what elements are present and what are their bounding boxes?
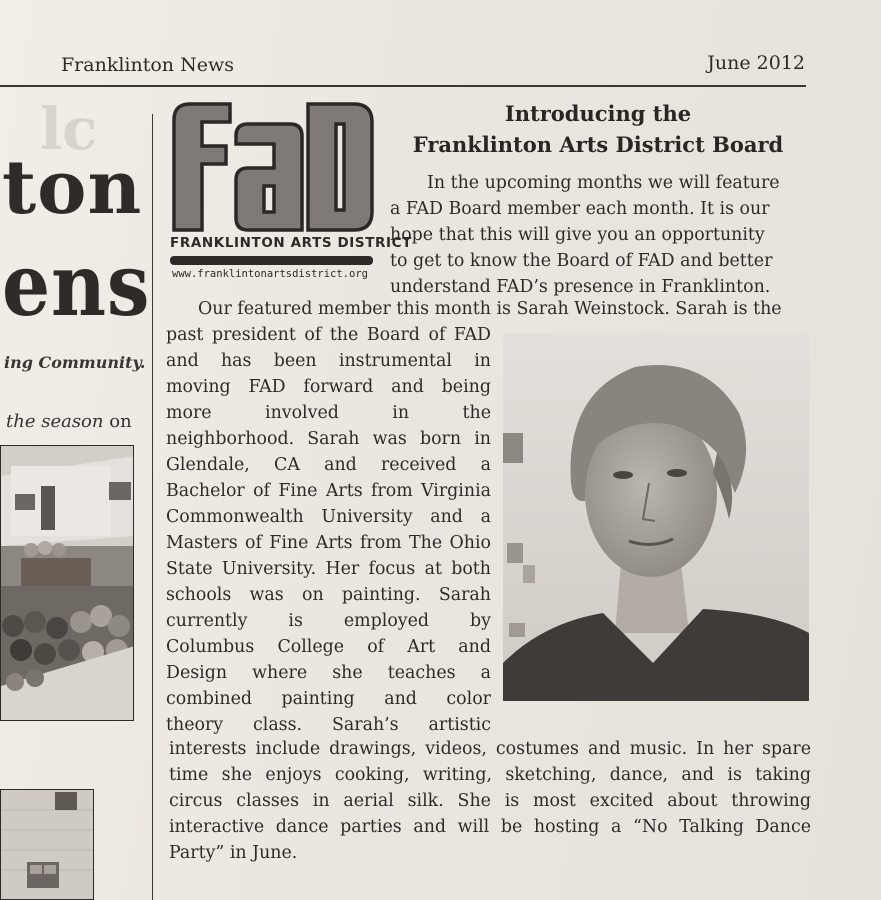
text-line: Columbus College of Art and <box>166 637 491 657</box>
text-line: Bachelor of Fine Arts from Virginia <box>166 481 491 501</box>
adjacent-headline-line-1: ton <box>2 145 143 231</box>
adjacent-text-italic: the season <box>6 411 104 432</box>
adjacent-text-plain: on <box>109 411 132 432</box>
article-title-line-1: Introducing the <box>504 101 692 126</box>
text-line: schools was on painting. Sarah <box>166 585 491 605</box>
intro-paragraph <box>390 170 806 300</box>
article-title <box>398 98 798 160</box>
text-line: past president of the Board of FAD <box>166 325 491 345</box>
text-line: Commonwealth University and a <box>166 507 491 527</box>
featured-member-paragraph-wide <box>169 736 811 866</box>
featured-member-paragraph-start <box>168 296 808 322</box>
text-line: currently is employed by <box>166 611 491 631</box>
portrait-image <box>503 333 809 701</box>
text-line: Our featured member this month is Sarah Weinstock. Sarah is the <box>198 299 782 319</box>
adjacent-body-text <box>6 411 132 432</box>
header-rule <box>0 85 806 87</box>
text-line: Design where she teaches a <box>166 663 491 683</box>
house-photo <box>0 789 94 900</box>
text-line: neighborhood. Sarah was born in <box>166 429 491 449</box>
adjacent-tagline: ing Community. <box>4 353 146 372</box>
text-line: moving FAD forward and being <box>166 377 491 397</box>
produce-stand-image <box>1 446 134 721</box>
adjacent-story <box>0 95 150 900</box>
text-line: interactive dance parties and will be hosting a “No Talking Dance <box>169 817 811 837</box>
text-line: Glendale, CA and received a <box>166 455 491 475</box>
logo-url: www.franklintonartsdistrict.org <box>172 268 368 280</box>
bleed-through-text: lc <box>40 95 98 163</box>
house-image <box>1 790 94 900</box>
produce-stand-photo <box>0 445 134 721</box>
text-line: more involved in the <box>166 403 491 423</box>
text-line: combined painting and color <box>166 689 491 709</box>
text-line: interests include drawings, videos, costumes and music. In her spare <box>169 739 811 759</box>
featured-member-paragraph-narrow <box>166 322 491 738</box>
logo-underline-bar <box>170 256 373 265</box>
adjacent-headline-line-2: ens <box>2 235 150 336</box>
fad-logo-mark <box>168 102 378 234</box>
text-line: State University. Her focus at both <box>166 559 491 579</box>
text-line: Party” in June. <box>169 843 298 863</box>
text-line: circus classes in aerial silk. She is most excited about throwing <box>169 791 811 811</box>
text-line: and has been instrumental in <box>166 351 491 371</box>
article-title-line-2: Franklinton Arts District Board <box>412 132 784 157</box>
text-line: hope that this will give you an opportunity <box>390 225 765 245</box>
issue-date: June 2012 <box>707 52 805 74</box>
fad-logo <box>168 102 412 286</box>
text-line: In the upcoming months we will feature <box>427 173 780 193</box>
text-line: to get to know the Board of FAD and better <box>390 251 773 271</box>
column-divider <box>152 114 153 900</box>
text-line: a FAD Board member each month. It is our <box>390 199 770 219</box>
text-line: time she enjoys cooking, writing, sketching, dance, and is taking <box>169 765 811 785</box>
text-line: theory class. Sarah’s artistic <box>166 715 491 735</box>
logo-caption: FRANKLINTON ARTS DISTRICT <box>170 235 412 251</box>
text-line: understand FAD’s presence in Franklinton. <box>390 277 771 297</box>
text-line: Masters of Fine Arts from The Ohio <box>166 533 491 553</box>
sarah-weinstock-portrait <box>503 333 809 701</box>
publication-name: Franklinton News <box>61 54 234 76</box>
